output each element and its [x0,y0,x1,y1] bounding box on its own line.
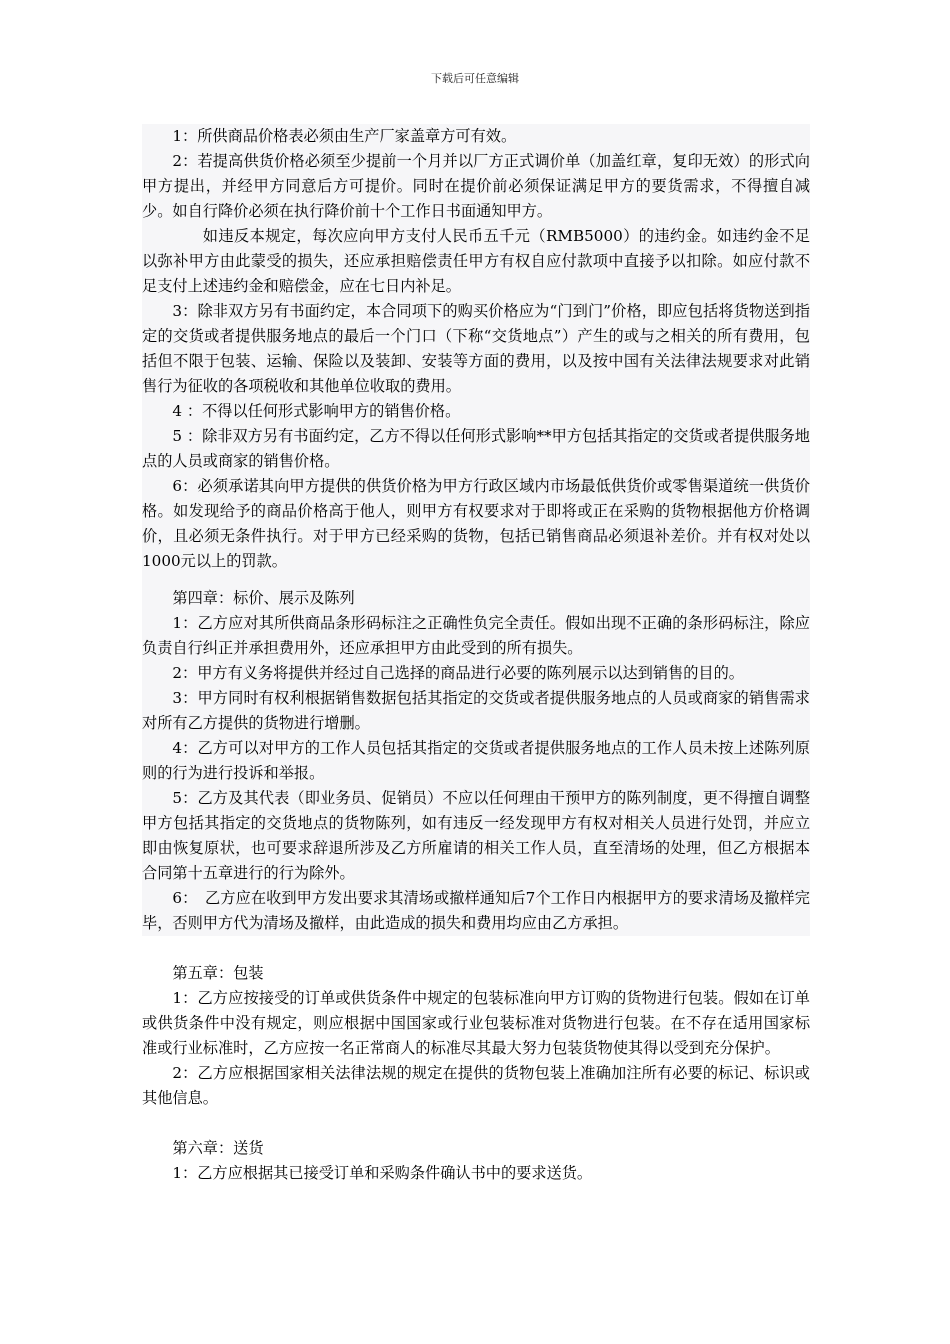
paragraph: 5 ：除非双方另有书面约定，乙方不得以任何形式影响**甲方包括其指定的交货或者提供服务地点的人员或商家的销售价格。 [142,427,810,470]
page-header: 下载后可任意编辑 [431,72,519,85]
paragraph: 1：所供商品价格表必须由生产厂家盖章方可有效。 [172,127,517,145]
paragraph: 4：乙方可以对甲方的工作人员包括其指定的交货或者提供服务地点的工作人员未按上述陈列原则的行为进行投诉和举报。 [142,739,810,782]
paragraph: 1：乙方应根据其已接受订单和采购条件确认书中的要求送货。 [172,1164,593,1182]
paragraph: 3：甲方同时有权利根据销售数据包括其指定的交货或者提供服务地点的人员或商家的销售需求对所有乙方提供的货物进行增删。 [142,689,810,732]
pricing-section [142,124,810,936]
paragraph: 如违反本规定，每次应向甲方支付人民币五千元（RMB5000）的违约金。如违约金不足以弥补甲方由此蒙受的损失，还应承担赔偿责任甲方有权自应付款项中直接予以扣除。如应付款不足支付上述违约金和赔偿金，应在七日内补足。 [142,227,810,295]
document-body [142,124,810,1186]
paragraph: 6： 乙方应在收到甲方发出要求其清场或撤样通知后7个工作日内根据甲方的要求清场及撤样完毕，否则甲方代为清场及撤样，由此造成的损失和费用均应由乙方承担。 [142,889,810,932]
paragraph: 2：乙方应根据国家相关法律法规的规定在提供的货物包装上准确加注所有必要的标记、标识或其他信息。 [142,1064,810,1107]
paragraph: 4 ：不得以任何形式影响甲方的销售价格。 [172,402,461,420]
paragraph: 6：必须承诺其向甲方提供的供货价格为甲方行政区域内市场最低供货价或零售渠道统一供货价格。如发现给予的商品价格高于他人，则甲方有权要求对于即将或正在采购的货物根据他方价格调价，且必须无条件执行。对于甲方已经采购的货物，包括已销售商品必须退补差价。并有权对处以1000元以上的罚款。 [142,477,810,570]
paragraph: 5：乙方及其代表（即业务员、促销员）不应以任何理由干预甲方的陈列制度，更不得擅自调整甲方包括其指定的交货地点的货物陈列，如有违反一经发现甲方有权对相关人员进行处罚，并应立即由恢复原状，也可要求辞退所涉及乙方所雇请的相关工作人员，直至清场的处理，但乙方根据本合同第十五章进行的行为除外。 [142,789,810,882]
chapter-title: 第六章：送货 [172,1139,264,1157]
chapter-title: 第四章：标价、展示及陈列 [172,589,355,607]
chapter-title: 第五章：包装 [172,964,264,982]
paragraph: 1：乙方应按接受的订单或供货条件中规定的包装标准向甲方订购的货物进行包装。假如在订单或供货条件中没有规定，则应根据中国国家或行业包装标准对货物进行包装。在不存在适用国家标准或行业标准时，乙方应按一名正常商人的标准尽其最大努力包装货物使其得以受到充分保护。 [142,989,810,1057]
paragraph: 1：乙方应对其所供商品条形码标注之正确性负完全责任。假如出现不正确的条形码标注，除应负责自行纠正并承担费用外，还应承担甲方由此受到的所有损失。 [142,614,810,657]
paragraph: 3：除非双方另有书面约定，本合同项下的购买价格应为“门到门”价格，即应包括将货物送到指定的交货或者提供服务地点的最后一个门口（下称“交货地点”）产生的或与之相关的所有费用，包括但不限于包装、运输、保险以及装卸、安装等方面的费用，以及按中国有关法律法规要求对此销售行为征收的各项税收和其他单位收取的费用。 [142,302,810,395]
paragraph: 2：若提高供货价格必须至少提前一个月并以厂方正式调价单（加盖红章，复印无效）的形式向甲方提出，并经甲方同意后方可提价。同时在提价前必须保证满足甲方的要货需求，不得擅自减少。如自行降价必须在执行降价前十个工作日书面通知甲方。 [142,152,810,220]
paragraph: 2：甲方有义务将提供并经过自己选择的商品进行必要的陈列展示以达到销售的目的。 [172,664,744,682]
